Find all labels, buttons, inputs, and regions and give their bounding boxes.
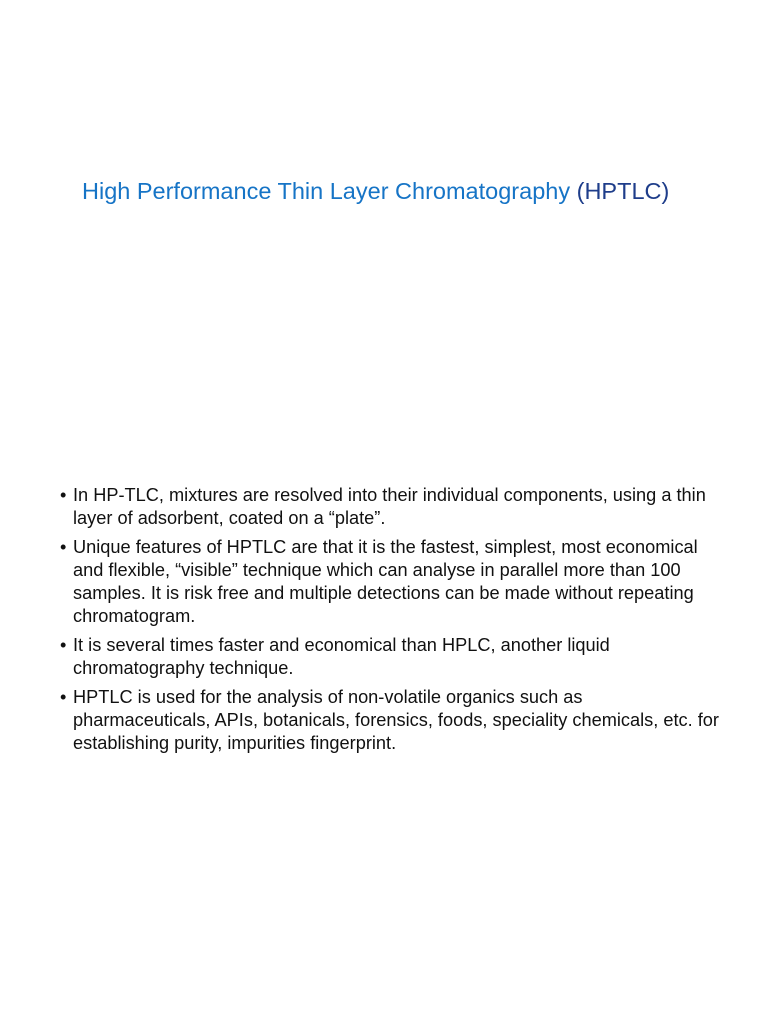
bullet-icon: • [60,635,67,655]
slide-title-main: High Performance Thin Layer Chromatography [82,178,571,204]
bullet-item [60,686,720,755]
bullet-text: HPTLC is used for the analysis of non-volatile organics such as pharmaceuticals, APIs, botanicals, forensics, foods, speciality chemicals, etc. for establishing purity, impurities fingerprint. [73,687,719,753]
slide-title-abbreviation: (HPTLC) [576,178,670,204]
bullet-item [60,634,720,680]
bullet-list [60,484,720,761]
bullet-icon: • [60,485,67,505]
bullet-icon: • [60,537,67,557]
bullet-icon: • [60,687,67,707]
bullet-text: It is several times faster and economical than HPLC, another liquid chromatography technique. [73,635,610,678]
bullet-text: In HP-TLC, mixtures are resolved into their individual components, using a thin layer of adsorbent, coated on a “plate”. [73,485,706,528]
slide-title [0,174,768,208]
bullet-item [60,536,720,628]
bullet-item [60,484,720,530]
bullet-text: Unique features of HPTLC are that it is the fastest, simplest, most economical and flexible, “visible” technique which can analyse in parallel more than 100 samples. It is risk free and multiple detections can be made without repeating chromatogram. [73,537,698,626]
